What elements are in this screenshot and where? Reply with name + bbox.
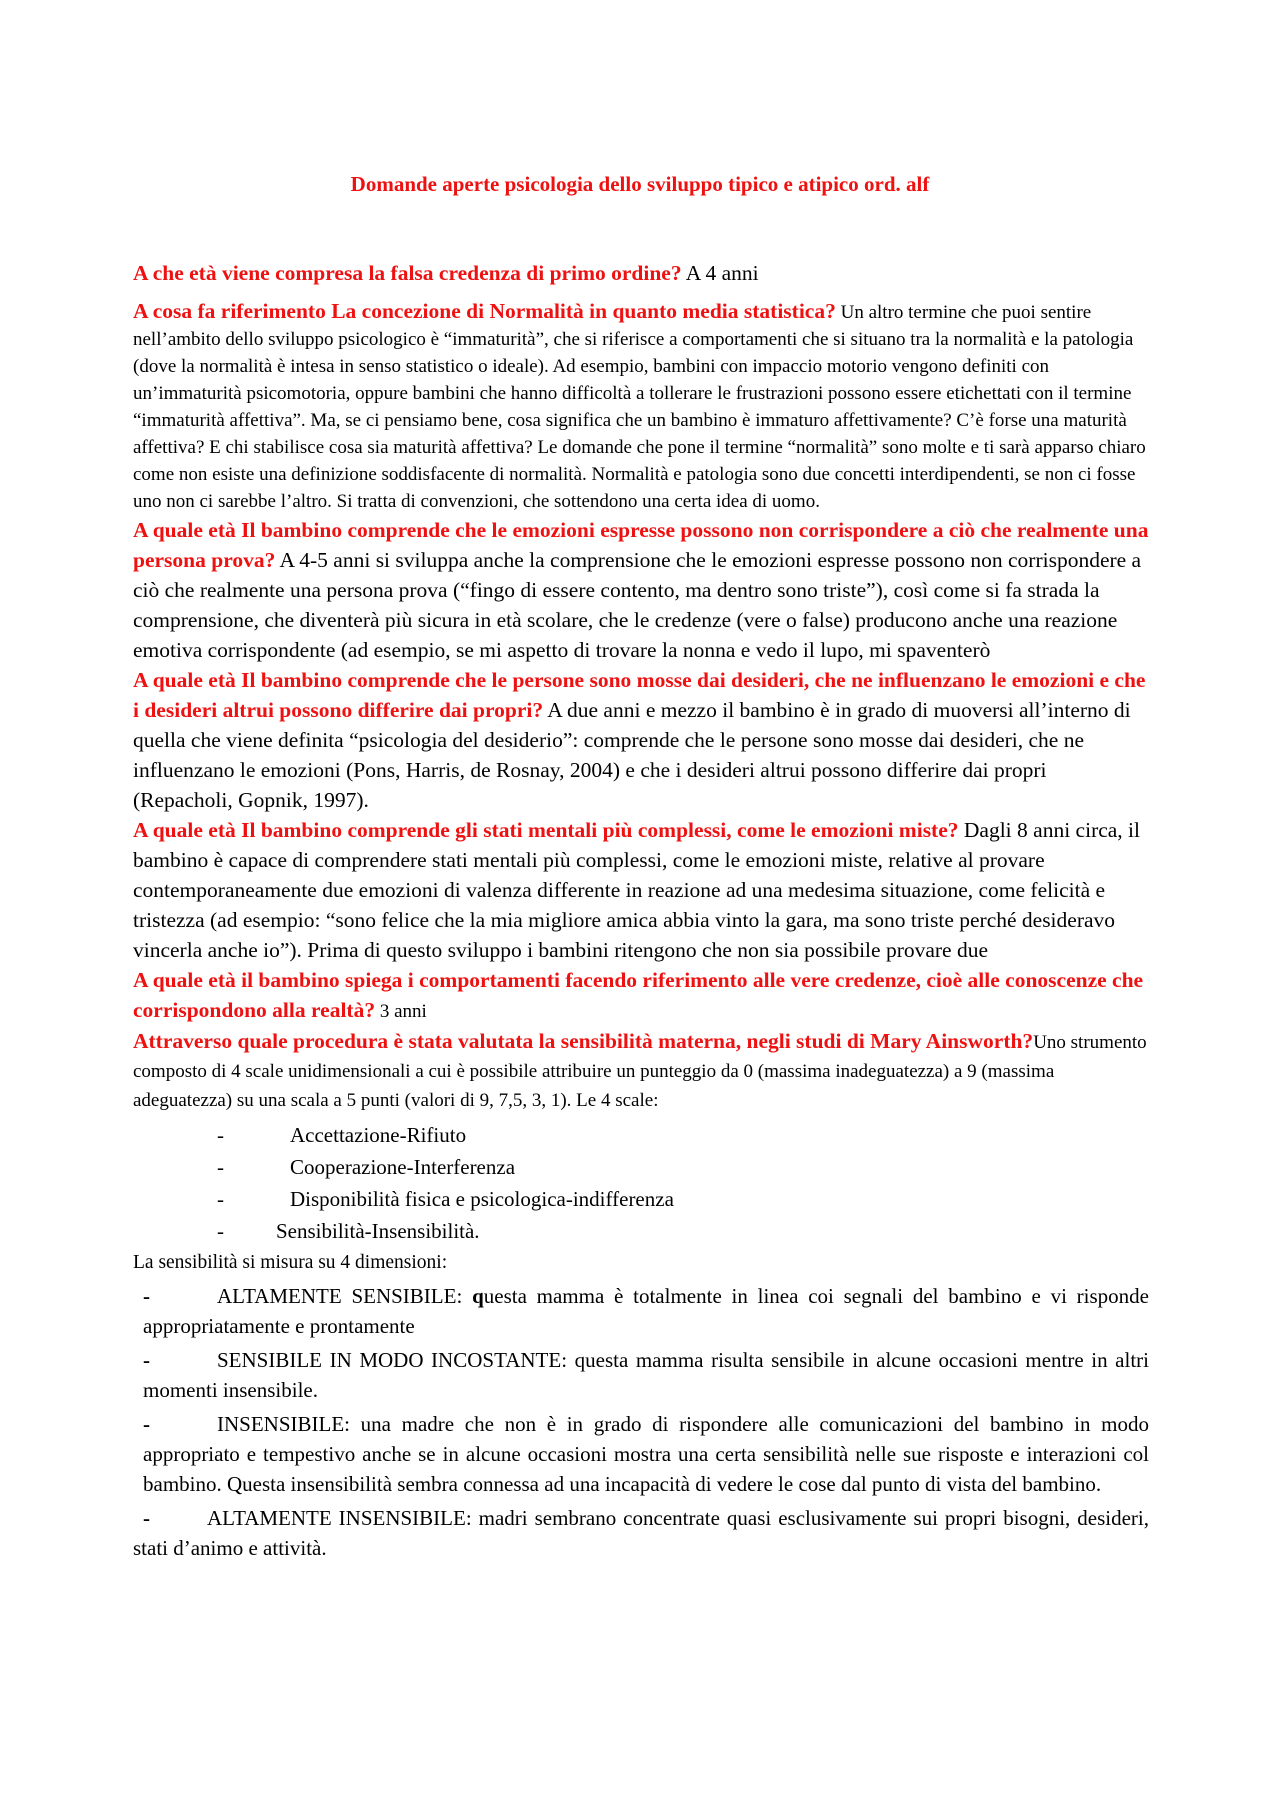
list-dash: - [217,1187,224,1211]
dimension-item [133,1345,1149,1405]
question: A quale età il bambino spiega i comportamenti facendo riferimento alle vere credenze, cioè alle conoscenze che corrispondono alla realtà? [133,968,1144,1022]
question: A quale età Il bambino comprende gli stati mentali più complessi, come le emozioni miste? [133,818,959,842]
list-item [133,1183,1149,1215]
question: A che età viene compresa la falsa credenza di primo ordine? [133,261,682,285]
question: A quale età Il bambino comprende che le emozioni espresse possono non corrispondere a ciò che realmente una persona prova? [133,518,1149,572]
list-dash: - [143,1412,150,1436]
answer: Un altro termine che puoi sentire nell’ambito dello sviluppo psicologico è “immaturità”, che si riferisce a comportamenti che si situano tra la normalità e la patologia (dove la normalità è intesa in senso statistico o ideale). Ad esempio, bambini con impaccio motorio vengono definiti con un’immaturità psicomotoria, oppure bambini che hanno difficoltà a tollerare le frustrazioni possono essere etichettati con il termine “immaturità affettiva”. Ma, se ci pensiamo bene, cosa significa che un bambino è immaturo affettivamente? C’è forse una maturità affettiva? E chi stabilisce cosa sia maturità affettiva? Le domande che pone il termine “normalità” sono molte e ti sarà apparso chiaro come non esiste una definizione soddisfacente di normalità. Normalità e patologia sono due concetti interdipendenti, se non ci fosse uno non ci sarebbe l’altro. Si tratta di convenzioni, che sottendono una certa idea di uomo. [133,302,1146,512]
list-dash: - [143,1284,150,1308]
scales-list [133,1119,1149,1247]
list-item-text: Sensibilità-Insensibilità. [276,1219,480,1243]
dimension-text: questa mamma risulta sensibile in alcune occasioni mentre in altri momenti insensibile. [143,1348,1149,1402]
document-body [133,258,1149,1563]
qa-item [133,815,1149,965]
list-dash: - [217,1219,224,1243]
qa-item [133,665,1149,815]
document-title: Domande aperte psicologia dello sviluppo tipico e atipico ord. alf [350,172,930,196]
dimension-item [133,1281,1149,1341]
list-dash: - [217,1123,224,1147]
list-item-text: Disponibilità fisica e psicologica-indifferenza [290,1187,674,1211]
answer: A 4-5 anni si sviluppa anche la comprensione che le emozioni espresse possono non corrispondere a ciò che realmente una persona prova (“fingo di essere contento, ma dentro sono triste”), così come si fa strada la comprensione, che diventerà più sicura in età scolare, che le credenze (vere o false) producono anche una reazione emotiva corrispondente (ad esempio, se mi aspetto di trovare la nonna e vedo il lupo, mi spaventerò [133,548,1142,662]
answer: 3 anni [375,1001,427,1022]
qa-item [133,258,1149,288]
answer: Uno strumento composto di 4 scale unidimensionali a cui è possibile attribuire un punteggio da 0 (massima inadeguatezza) a 9 (massima adeguatezza) su una scala a 5 punti (valori di 9, 7,5, 3, 1). Le 4 scale: [133,1032,1147,1111]
dimension-text: una madre che non è in grado di rispondere alle comunicazioni del bambino in modo appropriato e tempestivo anche se in alcune occasioni mostra una certa sensibilità nelle sue risposte e interazioni col bambino. Questa insensibilità sembra connessa ad una incapacità di vedere le cose dal punto di vista del bambino. [143,1412,1149,1496]
dimension-name: INSENSIBILE: [217,1412,361,1436]
dimension-item [133,1409,1149,1499]
dimension-text: madri sembrano concentrate quasi esclusivamente sui propri bisogni, desideri, stati d’animo e attività. [133,1506,1149,1560]
qa-item [133,298,1149,515]
answer: A 4 anni [681,261,759,285]
dimension-name: ALTAMENTE SENSIBILE: [217,1284,473,1308]
measure-intro: La sensibilità si misura su 4 dimensioni: [133,1252,448,1273]
list-dash: - [143,1348,150,1372]
list-dash: - [217,1155,224,1179]
answer: Dagli 8 anni circa, il bambino è capace di comprendere stati mentali più complessi, come le emozioni miste, relative al provare contemporaneamente due emozioni di valenza differente in reazione ad una medesima situazione, come felicità e tristezza (ad esempio: “sono felice che la mia migliore amica abbia vinto la gara, ma sono triste perché desideravo vincerla anche io”). Prima di questo sviluppo i bambini ritengono che non sia possibile provare due [133,818,1141,962]
question: A cosa fa riferimento La concezione di Normalità in quanto media statistica? [133,299,836,323]
list-item [133,1215,1149,1247]
qa-item [133,965,1149,1027]
qa-item [133,515,1149,665]
list-item [133,1119,1149,1151]
dimension-name: ALTAMENTE INSENSIBILE: [207,1506,479,1530]
list-item [133,1151,1149,1183]
list-item-text: Cooperazione-Interferenza [290,1155,516,1179]
question: Attraverso quale procedura è stata valutata la sensibilità materna, negli studi di Mary Ainsworth? [133,1029,1034,1053]
answer: A due anni e mezzo il bambino è in grado di muoversi all’interno di quella che viene definita “psicologia del desiderio”: comprende che le persone sono mosse dai desideri, che ne influenzano le emozioni (Pons, Harris, de Rosnay, 2004) e che i desideri altrui possono differire dai propri (Repacholi, Gopnik, 1997). [133,698,1131,812]
dimension-text: uesta mamma è totalmente in linea coi segnali del bambino e vi risponde appropriatamente e prontamente [143,1284,1149,1338]
qa-item [133,1027,1149,1115]
dimension-name: SENSIBILE IN MODO INCOSTANTE: [217,1348,575,1372]
list-dash: - [143,1506,150,1530]
list-item-text: Accettazione-Rifiuto [290,1123,467,1147]
dimension-first-letter: q [472,1284,484,1308]
dimension-item [133,1503,1149,1563]
question: A quale età Il bambino comprende che le persone sono mosse dai desideri, che ne influenzano le emozioni e che i desideri altrui possono differire dai propri? [133,668,1146,722]
